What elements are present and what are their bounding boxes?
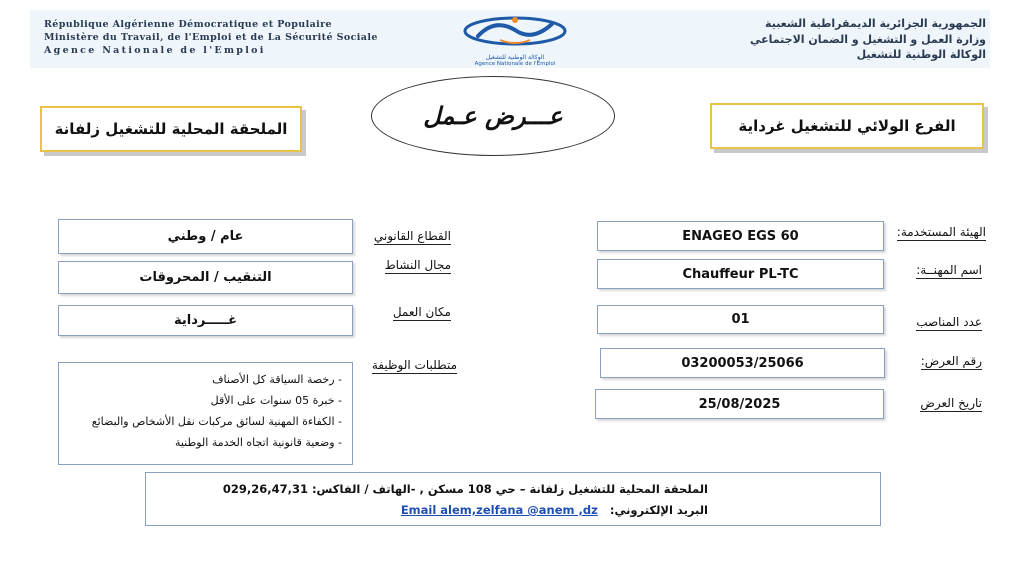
profession-label: اسم المهنــة: (916, 263, 982, 277)
requirement-item: - رخصة السياقة كل الأصناف (59, 369, 342, 390)
anem-logo-mark (460, 14, 570, 50)
local-agency-title: الملحقة المحلية للتشغيل زلفانة (40, 106, 302, 152)
regional-branch-title: الفرع الولائي للتشغيل غرداية (710, 103, 984, 149)
job-offer-title: عـــرض عـمل (423, 102, 563, 130)
activity-field-value: التنقيب / المحروقات (58, 261, 353, 294)
email-label: البريد الإلكتروني: (609, 503, 708, 517)
positions-count-value: 01 (597, 305, 884, 334)
offer-number-value: 03200053/25066 (600, 348, 885, 378)
work-location-label: مكان العمل (392, 305, 451, 319)
offer-date-value: 25/08/2025 (595, 389, 884, 419)
requirement-item: - خبرة 05 سنوات على الأقل (59, 390, 342, 411)
header-fr-agency: Agence Nationale de l'Emploi (44, 45, 266, 56)
logo-arabic-text: الوكالة الوطنية للتشغيل (485, 54, 545, 61)
activity-field-label: مجال النشاط (384, 258, 451, 272)
offer-number-label: رقم العرض: (920, 354, 982, 368)
profession-value: Chauffeur PL-TC (597, 259, 884, 289)
work-location-value: غـــــرداية (58, 305, 353, 336)
email-link[interactable]: Email alem,zelfana @anem ,dz (400, 503, 598, 517)
header-ar-ministry: وزارة العمل و التشغيل و الضمان الاجتماعي (750, 33, 986, 46)
legal-sector-value: عام / وطني (58, 219, 353, 254)
requirement-item: - وضعية قانونية اتجاه الخدمة الوطنية (59, 432, 342, 453)
employer-value: ENAGEO EGS 60 (597, 221, 884, 251)
logo-french-text: Agence Nationale de l'Emploi (474, 61, 556, 67)
requirement-item: - الكفاءة المهنية لسائق مركبات نقل الأشخاص والبضائع (59, 411, 342, 432)
contact-address: الملحقة المحلية للتشغيل زلفانة – حي 108 مسكن , -الهاتف / الفاكس: 029,26,47,31 (222, 482, 708, 496)
offer-date-label: تاريخ العرض (920, 396, 982, 410)
positions-count-label: عدد المناصب (916, 315, 982, 329)
header-ar-republic: الجمهورية الجزائرية الديمقراطية الشعبية (765, 17, 986, 30)
header-ar-agency: الوكالة الوطنية للتشغيل (856, 48, 986, 61)
header-fr-ministry: Ministère du Travail, de l'Emploi et de La Sécurité Sociale (44, 32, 378, 43)
job-offer-title-oval (371, 76, 615, 156)
anem-logo (455, 14, 575, 70)
legal-sector-label: القطاع القانوني (373, 229, 451, 243)
job-requirements-label: متطلبات الوظيفة (371, 358, 457, 372)
header-fr-republic: République Algérienne Démocratique et Populaire (44, 19, 332, 30)
contact-email-line (401, 503, 708, 517)
job-requirements-box (58, 362, 353, 465)
contact-footer (145, 472, 881, 526)
job-requirements-list (59, 363, 352, 453)
employer-label: الهيئة المستخدمة: (896, 225, 986, 239)
